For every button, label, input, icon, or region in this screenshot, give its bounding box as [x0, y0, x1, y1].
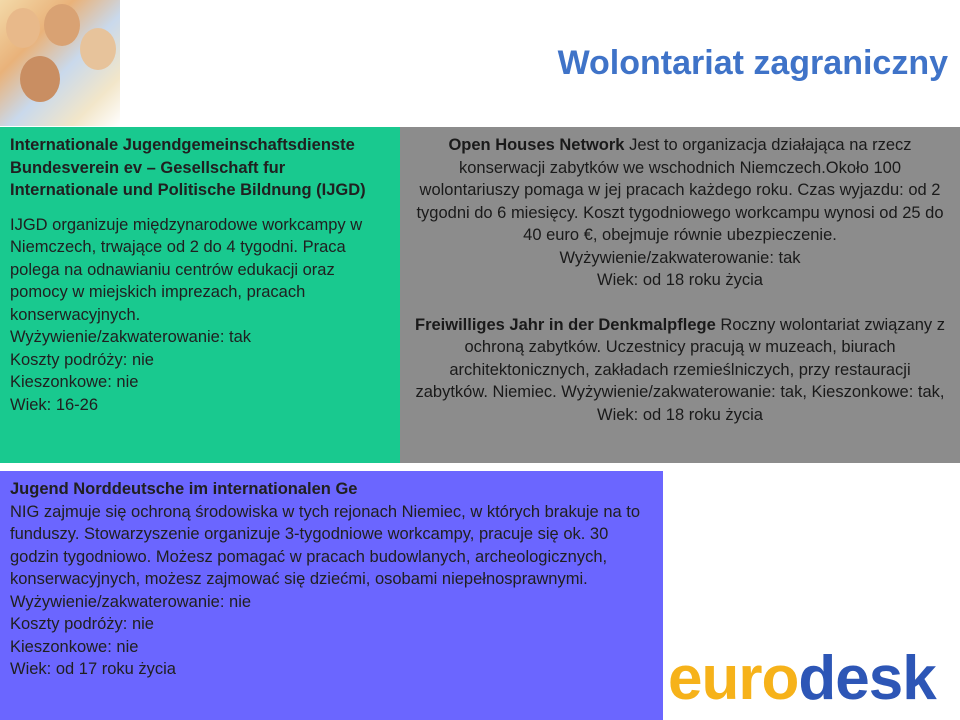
- open-houses-name: Open Houses Network: [448, 136, 625, 154]
- ijgd-name: Internationale Jugendgemeinschaftsdienste Bundesverein ev – Gesellschaft fur Internationale und Politische Bildnung (IJGD): [10, 136, 366, 199]
- nig-box: [0, 471, 663, 720]
- nig-travel: Koszty podróży: nie: [10, 615, 154, 633]
- ijgd-description: IJGD organizuje międzynarodowe workcampy w Niemczech, trwające od 2 do 4 tygodni. Praca polega na odnawianiu centrów edukacji oraz pomocy w miejskich imprezach, pracach konserwacyjnych.: [10, 215, 363, 324]
- ijgd-age: Wiek: 16-26: [10, 395, 99, 414]
- nig-description: NIG zajmuje się ochroną środowiska w tych rejonach Niemiec, w których brakuje na to funduszy. Stowarzyszenie organizuje 3-tygodniowe workcampy, pracuje się ok. 30 godzin tygodniowo. Możesz pomagać w pracach budowlanych, archeologicznych, konserwacyjnych, możesz zajmować się dziećmi, osobami niepełnosprawnymi.: [10, 502, 641, 588]
- header-photo: [0, 0, 120, 126]
- nig-age: Wiek: od 17 roku życia: [10, 660, 176, 678]
- open-houses-text: Jest to organizacja działająca na rzecz konserwacji zabytków we wschodnich Niemczech.Około 100 wolontariuszy pomaga w jej pracach każdego roku. Czas wyjazdu: od 2 tygodni do 6 miesięcy. Koszt tygodniowego workcampu wynosi od 25 do 40 euro €, obejmuje równie ubezpieczenie.: [416, 136, 944, 244]
- nig-pocket: Kieszonkowe: nie: [10, 637, 139, 656]
- ijgd-pocket: Kieszonkowe: nie: [10, 373, 139, 391]
- face-4: [20, 56, 60, 102]
- ijgd-food: Wyżywienie/zakwaterowanie: tak: [10, 328, 252, 346]
- denkmalpflege-name: Freiwilliges Jahr in der Denkmalpflege: [414, 315, 716, 334]
- denkmalpflege-paragraph: [412, 314, 948, 427]
- open-houses-food: Wyżywienie/zakwaterowanie: tak: [559, 248, 801, 267]
- face-1: [6, 8, 40, 48]
- logo-part-euro: euro: [668, 644, 799, 713]
- open-houses-paragraph: [412, 134, 948, 247]
- page-title: Wolontariat zagraniczny: [557, 44, 948, 82]
- logo-part-desk: desk: [798, 644, 936, 713]
- denkmalpflege-text: Roczny wolontariat związany z ochroną zabytków. Uczestnicy pracują w muzeach, biurach architektonicznych, zakładach rzemieślniczych, przy restauracji zabytków. Niemiec. Wyżywienie/zakwaterowanie: tak, Kieszonkowe: tak, Wiek: od 18 roku życia: [415, 315, 946, 424]
- gray-box: [400, 127, 960, 463]
- ijgd-box: [0, 127, 400, 463]
- face-3: [80, 28, 116, 70]
- nig-food: Wyżywienie/zakwaterowanie: nie: [10, 592, 252, 611]
- face-2: [44, 4, 80, 46]
- eurodesk-logo: [668, 644, 958, 714]
- nig-name: Jugend Norddeutsche im internationalen Ge: [10, 480, 358, 498]
- open-houses-age: Wiek: od 18 roku życia: [597, 271, 763, 289]
- ijgd-travel: Koszty podróży: nie: [10, 350, 154, 369]
